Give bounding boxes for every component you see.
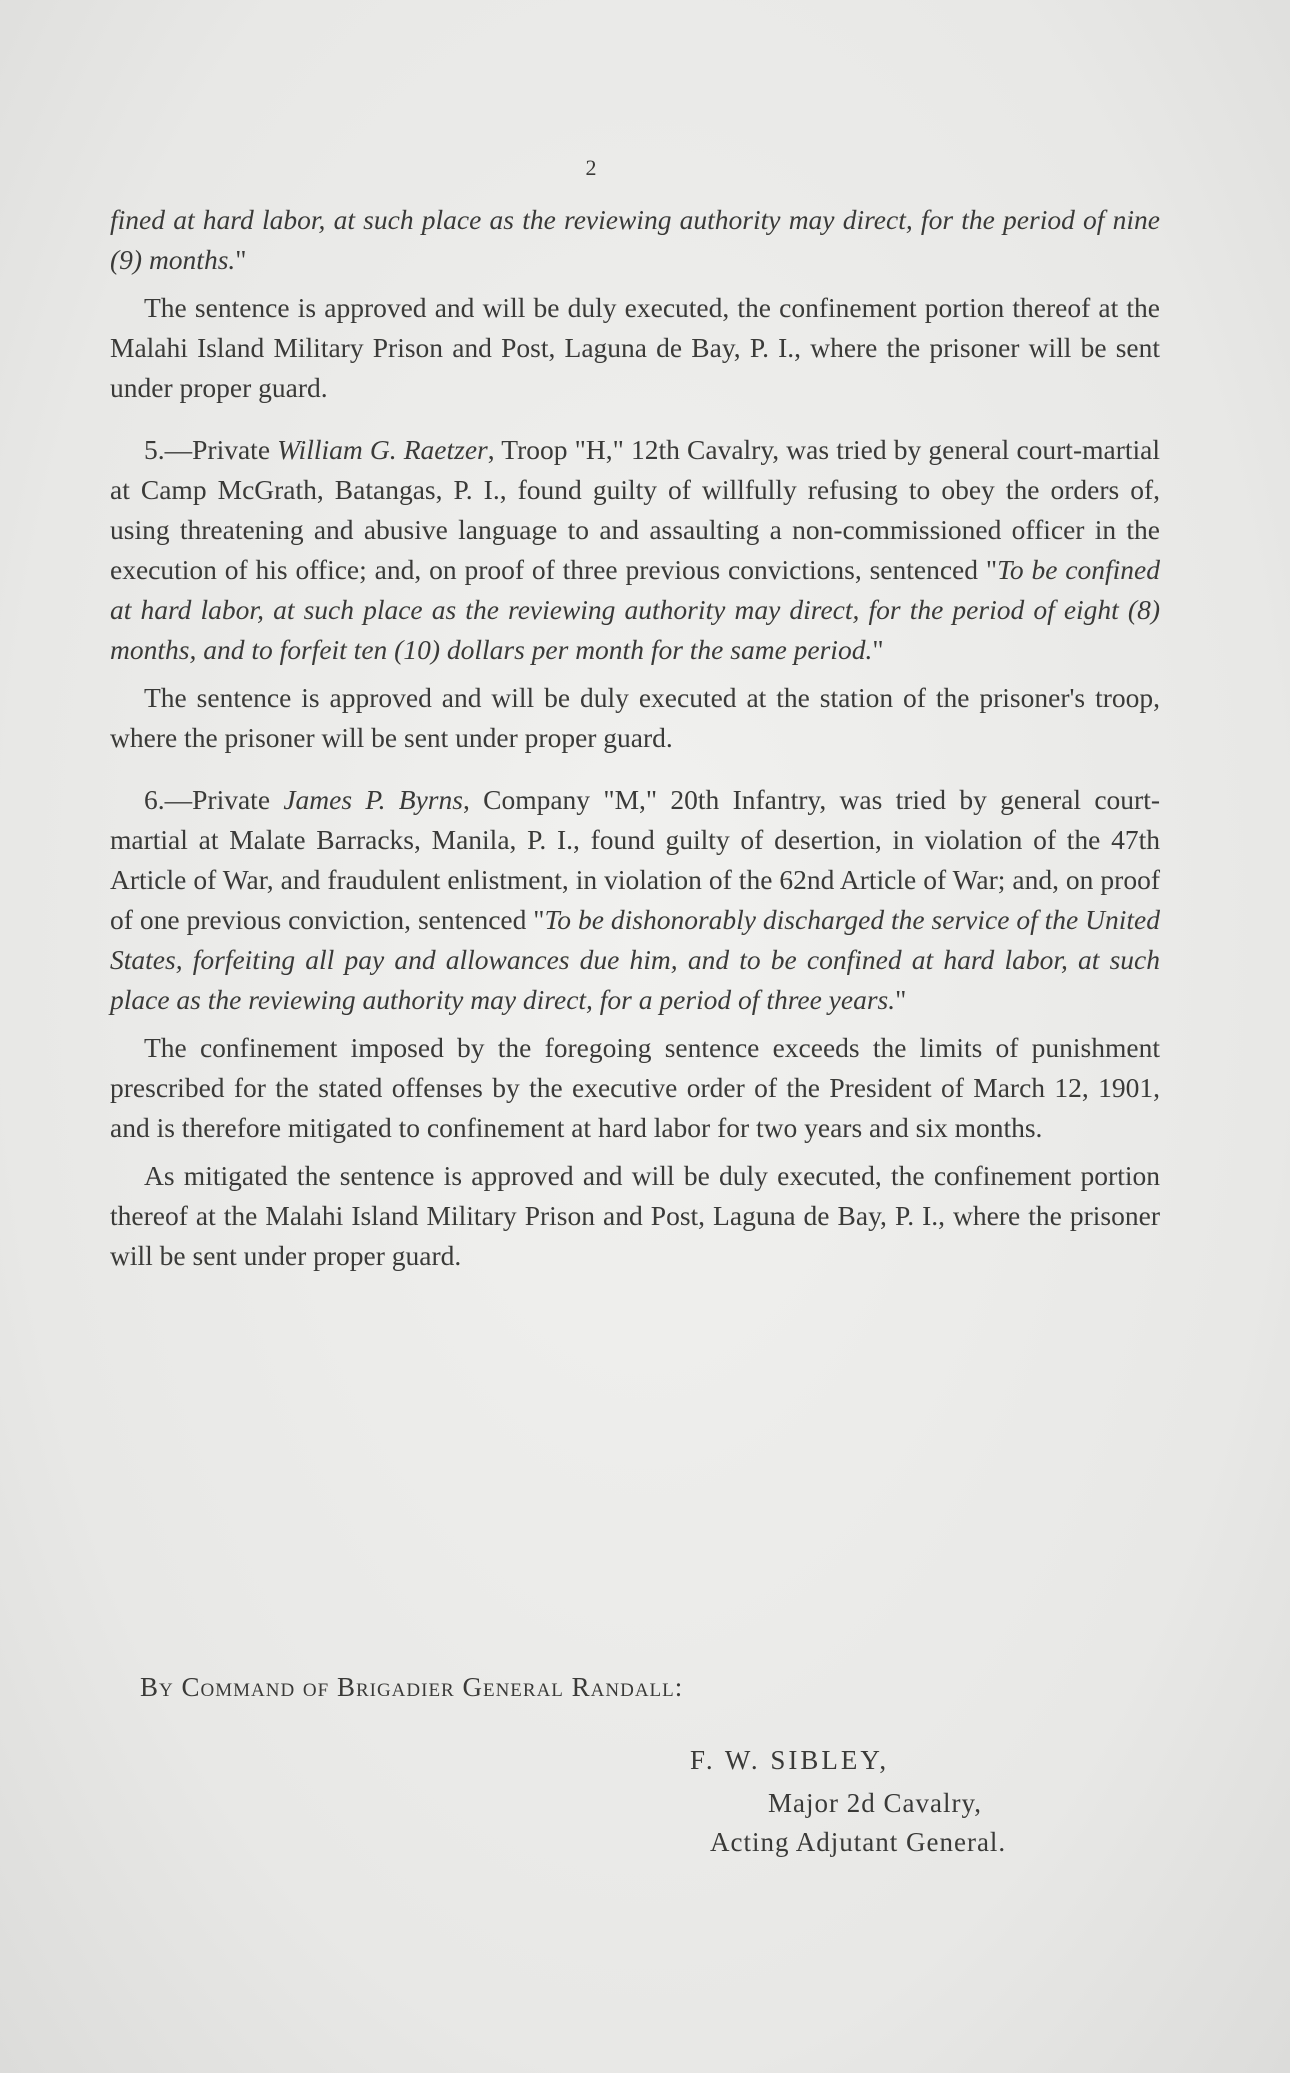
text-run: The sentence is approved and will be duly executed, the confinement portion thereof at the Malahi Island Military Prison and Post, Laguna de Bay, P. I., where the prisoner will be sent under proper guard. <box>110 292 1160 403</box>
soldier-name: James P. Byrns <box>283 784 463 815</box>
paragraph-case-5 <box>110 430 1160 670</box>
soldier-name: William G. Raetzer <box>277 434 488 465</box>
text-run: " <box>235 244 247 275</box>
text-run: , Company "M," 20th Infantry, was tried by general court-martial at Malate Barracks, Manila, P. I., found guilty of desertion, in violation of the 47th Article of War, and fraudulent enlistment, in violation of the 62nd Article of War; and, on proof of one previous conviction, sentenced " <box>110 784 1160 935</box>
signature-name: F. W. SIBLEY, <box>690 1745 890 1775</box>
command-line: By Command of Brigadier General Randall: <box>140 1672 684 1702</box>
text-run: " <box>872 634 884 665</box>
signature-rank: Major 2d Cavalry, <box>768 1788 982 1818</box>
paragraph-approval-5 <box>110 678 1160 758</box>
page-number: 2 <box>585 155 597 180</box>
text-run: As mitigated the sentence is approved and will be duly executed, the confinement portion thereof at the Malahi Island Military Prison and Post, Laguna de Bay, P. I., where the prisoner will be sent under proper guard. <box>110 1160 1160 1271</box>
text-run: 5.—Private <box>144 434 278 465</box>
paragraph-approval-6 <box>110 1156 1160 1276</box>
sentence-quote: To be confined at hard labor, at such place as the reviewing authority may direct, for the period of eight (8) months, and to forfeit ten (10) dollars per month for the same period. <box>110 554 1160 665</box>
paragraph-approval-1 <box>110 288 1160 408</box>
paragraph-case-6 <box>110 780 1160 1020</box>
paragraph-mitigation <box>110 1028 1160 1148</box>
text-run: , Troop "H," 12th Cavalry, was tried by general court-martial at Camp McGrath, Batangas, P. I., found guilty of willfully refusing to obey the orders of, using threatening and abusive language to and assaulting a non-commissioned officer in the execution of his office; and, on proof of three previous convictions, sentenced " <box>110 434 1160 585</box>
body-text <box>110 200 1160 1284</box>
paragraph-continuation <box>110 200 1160 280</box>
text-run: 6.—Private <box>144 784 284 815</box>
text-run: The sentence is approved and will be duly executed at the station of the prisoner's troop, where the prisoner will be sent under proper guard. <box>110 682 1160 753</box>
sentence-quote: To be dishonorably discharged the service of the United States, forfeiting all pay and allowances due him, and to be confined at hard labor, at such place as the reviewing authority may direct, for a period of three years. <box>110 904 1160 1015</box>
text-run: The confinement imposed by the foregoing sentence exceeds the limits of punishment prescribed for the stated offenses by the executive order of the President of March 12, 1901, and is therefore mitigated to confinement at hard labor for two years and six months. <box>110 1032 1160 1143</box>
sentence-quote: fined at hard labor, at such place as the reviewing authority may direct, for the period of nine (9) months. <box>110 204 1160 275</box>
signature-title: Acting Adjutant General. <box>710 1827 1007 1857</box>
text-run: " <box>895 984 907 1015</box>
